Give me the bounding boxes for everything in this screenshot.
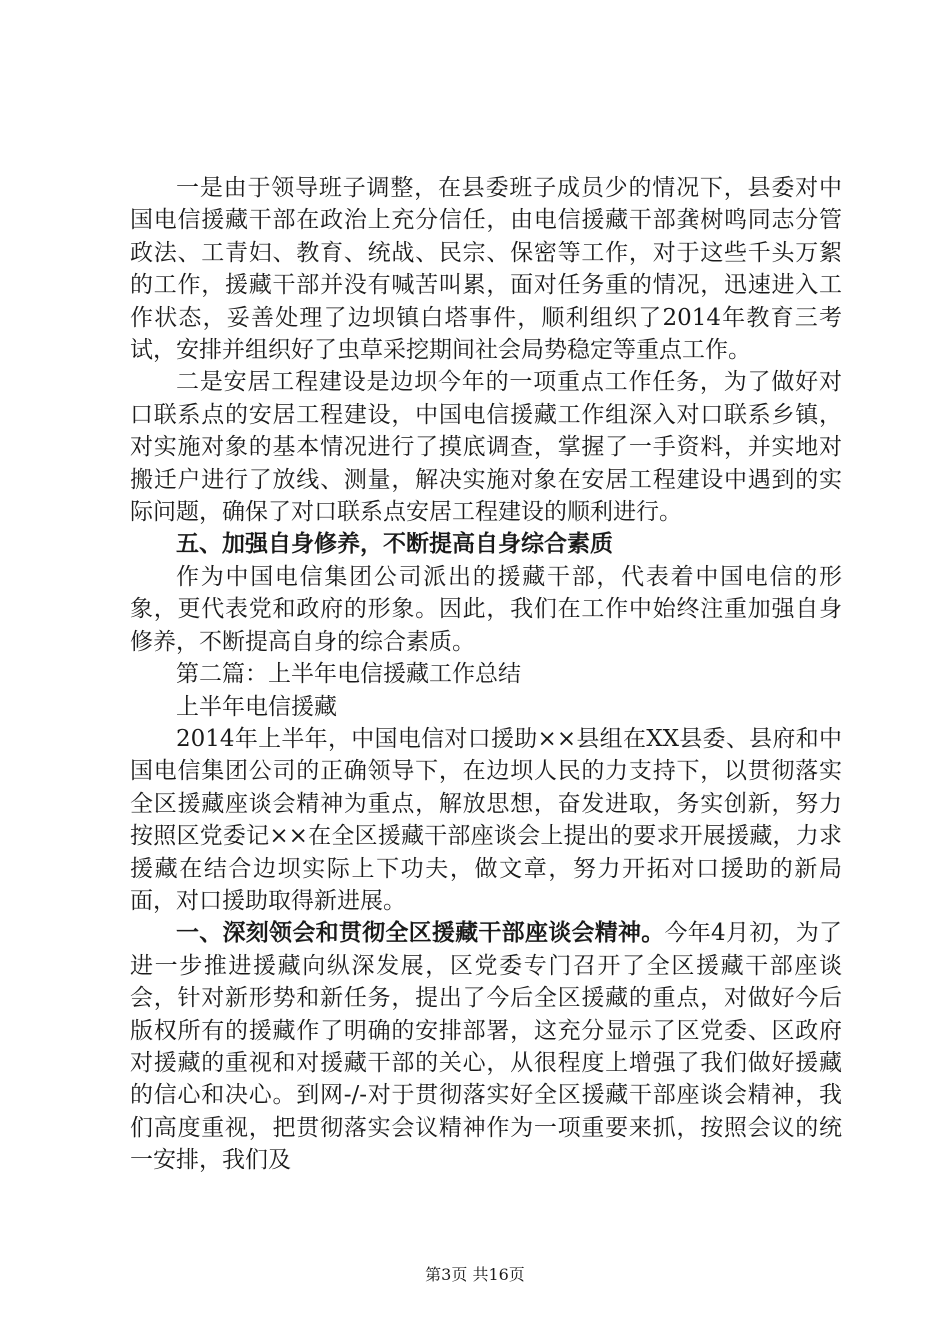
- paragraph-5-body: 今年4月初，为了进一步推进援藏向纵深发展，区党委专门召开了全区援藏干部座谈会，针对新形势和新任务，提出了今后全区援藏的重点，对做好今后版权所有的援藏作了明确的安排部署，这充分显示了区党委、区政府对援藏的重视和对援藏干部的关心，从很程度上增强了我们做好援藏的信心和决心。到网-/-对于贯彻落实好全区援藏干部座谈会精神，我们高度重视，把贯彻落实会议精神作为一项重要来抓，按照会议的统一安排，我们及: [130, 920, 843, 1174]
- subtitle: 上半年电信援藏: [176, 693, 337, 720]
- paragraph-2: 二是安居工程建设是边坝今年的一项重点工作任务，为了做好对口联系点的安居工程建设，中国电信援藏工作组深入对口联系乡镇，对实施对象的基本情况进行了摸底调查，掌握了一手资料，并实地对搬迁户进行了放线、测量，解决实施对象在安居工程建设中遇到的实际问题，确保了对口联系点安居工程建设的顺利进行。: [130, 369, 842, 526]
- section-heading-1: 一、深刻领会和贯彻全区援藏干部座谈会精神。: [176, 920, 665, 947]
- paragraph-5: [130, 917, 842, 1176]
- page-footer: 第3页 共16页: [425, 1265, 525, 1284]
- document-body: [130, 172, 842, 1177]
- paragraph-4: 2014年上半年，中国电信对口援助××县组在XX县委、县府和中国电信集团公司的正确领导下，在边坝人民的力支持下，以贯彻落实全区援藏座谈会精神为重点，解放思想，奋发进取，务实创新，努力按照区党委记××在全区援藏干部座谈会上提出的要求开展援藏，力求援藏在结合边坝实际上下功夫，做文章，努力开拓对口援助的新局面，对口援助取得新进展。: [130, 725, 842, 914]
- paragraph-1: 一是由于领导班子调整，在县委班子成员少的情况下，县委对中国电信援藏干部在政治上充分信任，由电信援藏干部龚树鸣同志分管政法、工青妇、教育、统战、民宗、保密等工作，对于这些千头万絮的工作，援藏干部并没有喊苦叫累，面对任务重的情况，迅速进入工作状态，妥善处理了边坝镇白塔事件，顺利组织了2014年教育三考试，安排并组织好了虫草采挖期间社会局势稳定等重点工作。: [130, 175, 842, 364]
- paragraph-3: 作为中国电信集团公司派出的援藏干部，代表着中国电信的形象，更代表党和政府的形象。因此，我们在工作中始终注重加强自身修养，不断提高自身的综合素质。: [130, 563, 842, 655]
- chapter-title: 第二篇：上半年电信援藏工作总结: [176, 661, 521, 688]
- section-heading-5: 五、加强自身修养，不断提高自身综合素质: [176, 531, 613, 558]
